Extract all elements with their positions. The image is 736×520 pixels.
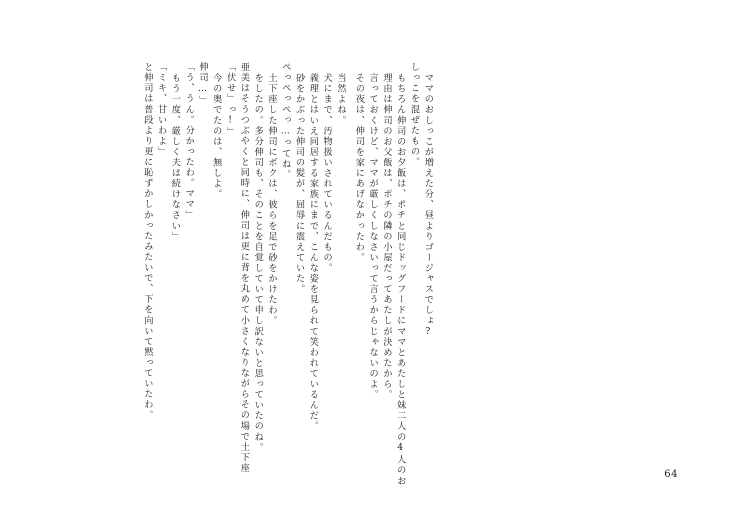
text-column: ぺっぺっぺっ…ってね。: [279, 62, 291, 180]
text-column: ママのおしっこが増えた分、昼よりゴージャスでしょ?: [422, 73, 434, 339]
text-column: 義理とはいえ同居する家族にまで、こんな姿を見られて笑われているんだ。: [307, 73, 319, 432]
text-column: その夜は、伸司を家にあげなかったわ。: [353, 73, 365, 263]
text-column: 砂をかぶった伸司の髪が、屈辱に震えていた。: [293, 73, 305, 295]
text-column: 当然よね。: [334, 73, 346, 126]
text-column: もちろん伸司のお夕飯は、ポチと同じドッグフードにママとあたしと妹二人の4人のお: [394, 73, 406, 487]
text-column: 今の奥でたのは、無しよ。: [210, 73, 222, 200]
text-column: 理由は伸司のお父飯は、ポチの隣の小屋だってあたしが決めたから。: [380, 73, 392, 401]
text-column: 「う、うん。分かったわ。ママ」: [183, 62, 195, 221]
vertical-text-block: [138, 62, 558, 487]
text-column: と伸司は普段より更に恥ずかしかったみたいで、下を向いて黙っていたわ。: [141, 62, 153, 421]
text-column: 犬にまで、汚物扱いされているんだもの。: [321, 73, 333, 274]
text-column: 「ミキ、甘いわよ」: [155, 62, 167, 157]
page-number: 64: [664, 469, 678, 480]
text-column: 亜美はそうつぶやくと同時に、伸司は更に背を丸めて小さくなりながらその場で土下座: [238, 62, 250, 474]
text-column: をしたの。多分伸司も、そのことを自覚していて申し訳ないと思っていたのね。: [252, 73, 264, 453]
text-column: 土下座した伸司にボクは、彼らを足で砂をかけたわ。: [265, 73, 277, 327]
text-column: しっこを混ぜたもの。: [408, 62, 420, 168]
text-column: 言っておくけど、ママが厳しくしなさいって言うからじゃないのよ。: [367, 73, 379, 401]
text-column: 伸司…」: [196, 62, 208, 106]
text-column: もう一度、厳しく夫は続けなさい」: [169, 73, 181, 242]
text-column: 「伏せ」っ!」: [224, 62, 236, 138]
